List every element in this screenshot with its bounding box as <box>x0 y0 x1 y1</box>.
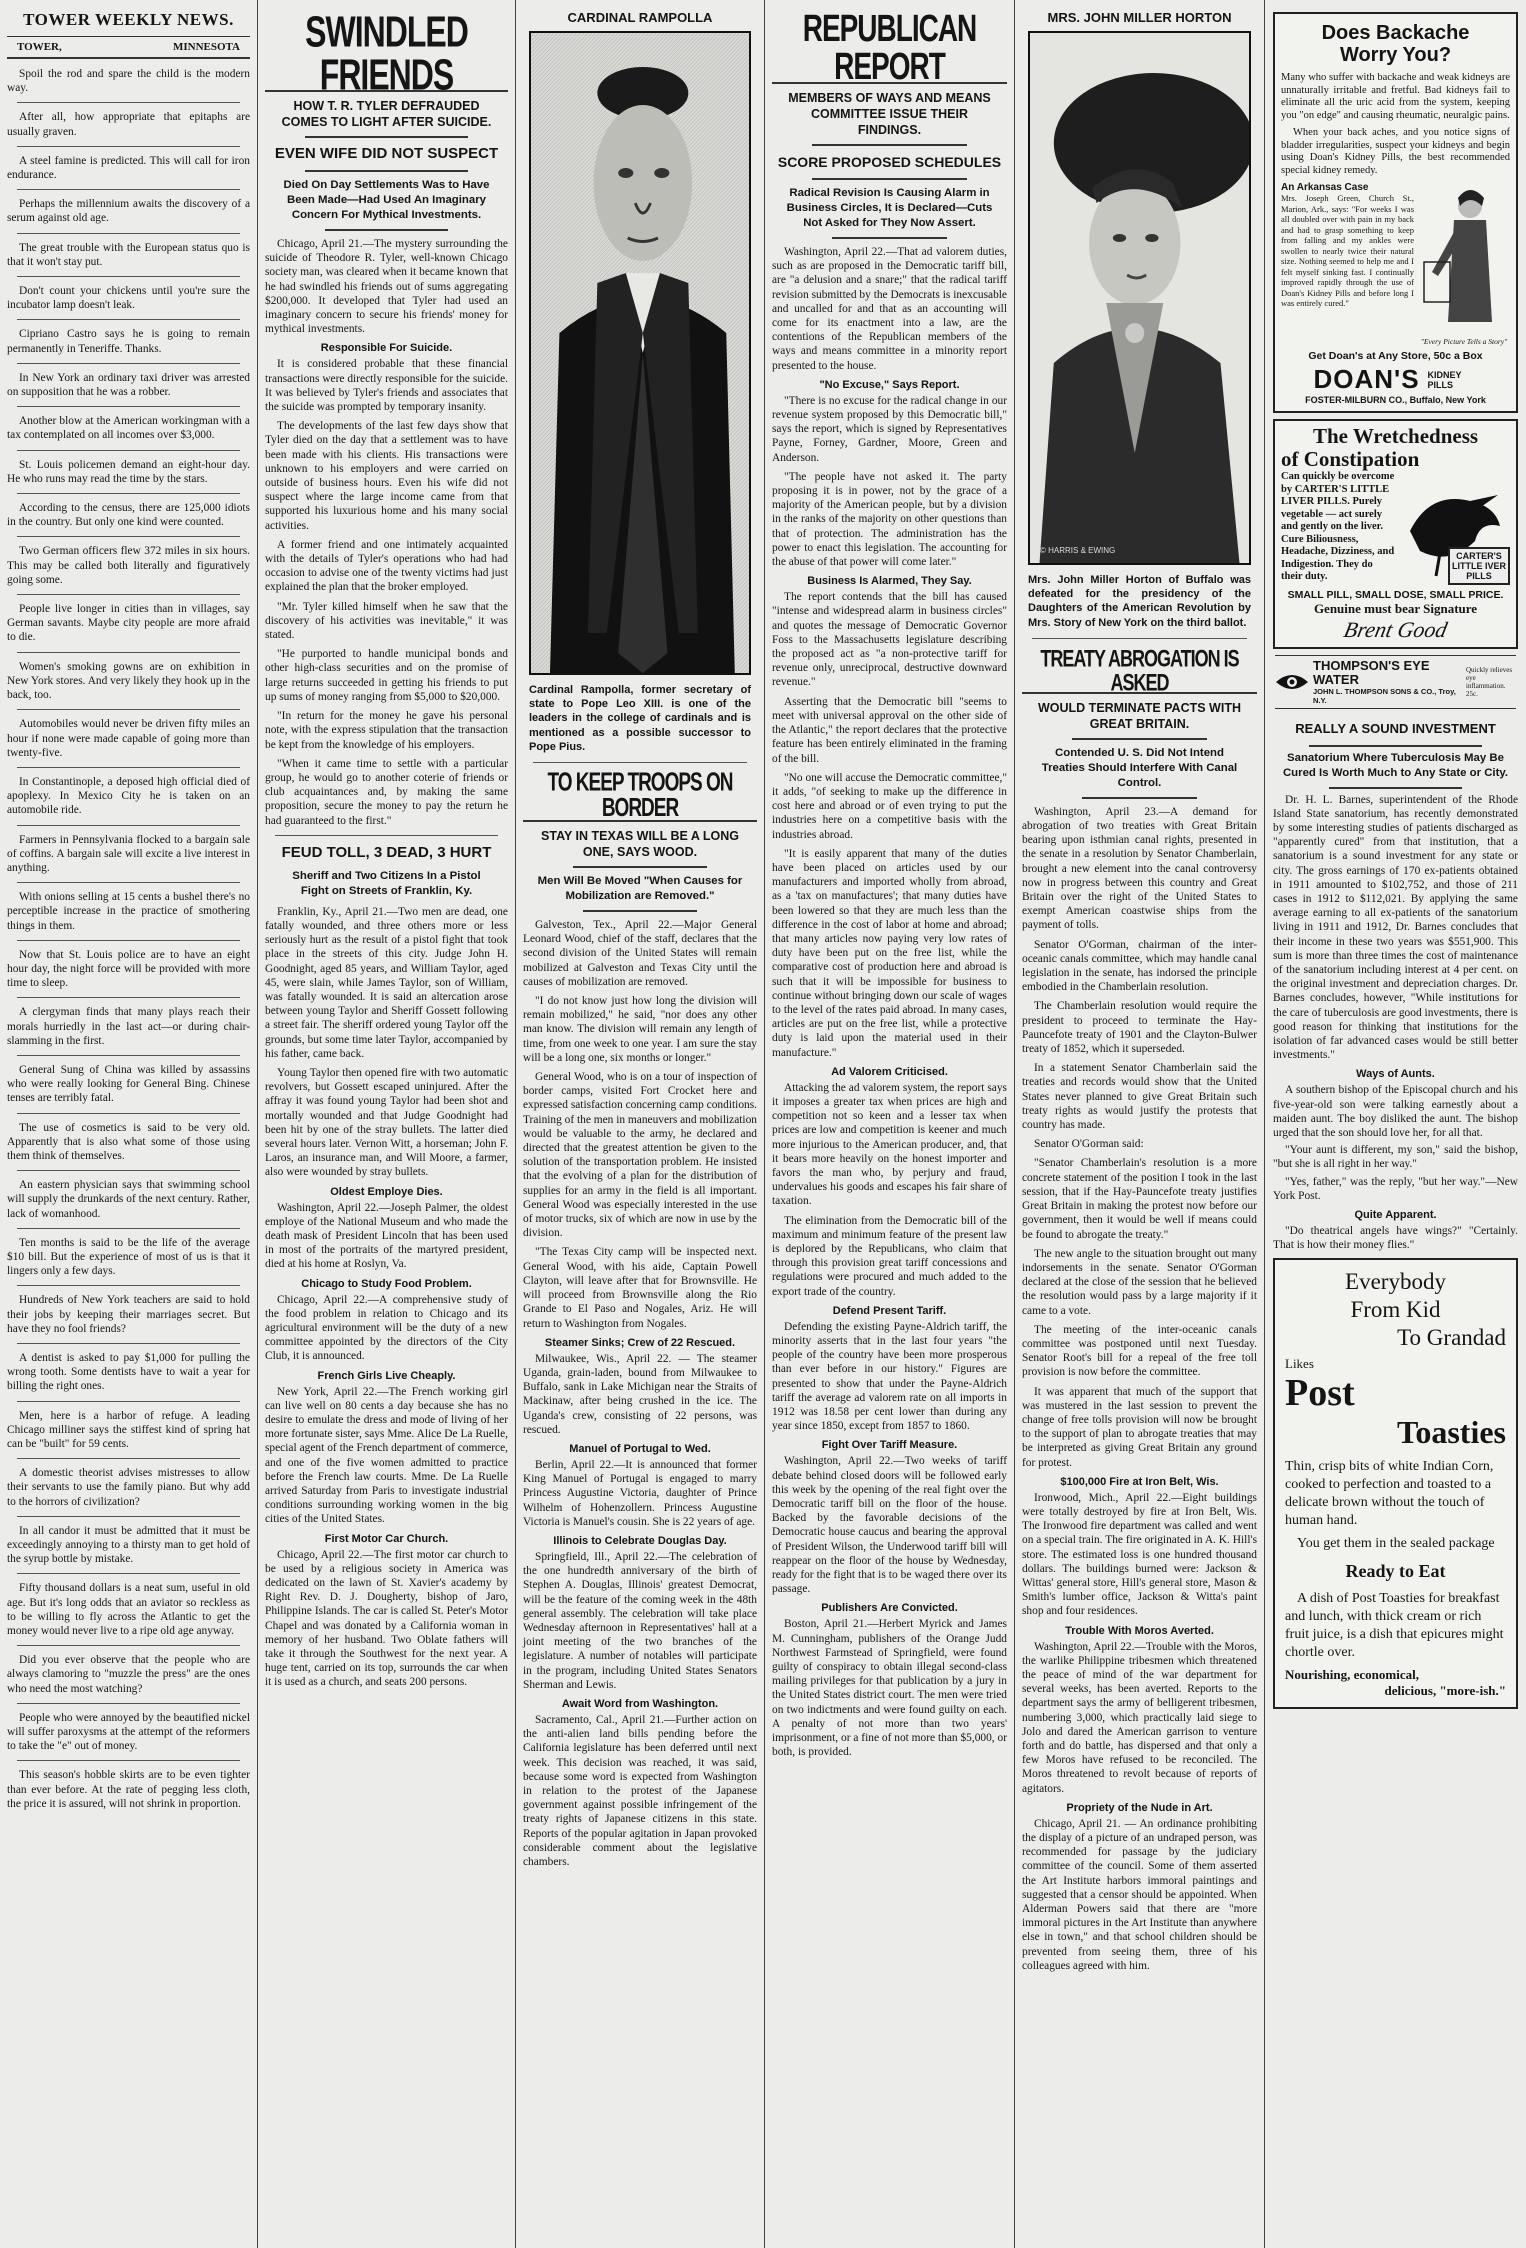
divider <box>17 1703 240 1704</box>
subhead: Responsible For Suicide. <box>320 342 453 355</box>
paragraph: It was apparent that much of the support that was mustered in the last session to prevent the change of free tolls provision will now be brought to the support of plan to abrogate treaties that may be interpreted as giving Great Britain any ground for protest. <box>1022 1385 1257 1469</box>
subhead: Ad Valorem Criticised. <box>831 1065 948 1078</box>
divider <box>17 1401 240 1402</box>
divider <box>17 1055 240 1056</box>
headline-rule <box>583 910 697 912</box>
ad-carters-body-row <box>1281 471 1510 589</box>
paragraph: The use of cosmetics is said to be very old. Apparently that is also what some of those using them think of themselves. <box>7 1121 250 1162</box>
subhead: Manuel of Portugal to Wed. <box>569 1442 711 1455</box>
divider <box>17 450 240 451</box>
paragraph: The great trouble with the European status quo is that it won't stay put. <box>7 241 250 268</box>
paragraph: Milwaukee, Wis., April 22. — The steamer Uganda, grain-laden, bound from Milwaukee to Buffalo, sank in Lake Michigan near the Straits of Mackinaw, after being crushed in the ice. The Uganda's crew, consisting of 22 persons, was rescued. <box>523 1352 757 1436</box>
headline-sound-investment: REALLY A SOUND INVESTMENT <box>1295 720 1496 736</box>
divider <box>17 882 240 883</box>
divider <box>17 189 240 190</box>
paragraph: Washington, April 23.—A demand for abrogation of two treaties with Great Britain bearing upon isthmian canal rights, presented in the senate in a resolution by Senator Chamberlain, brought a new element into the canal controversy now in progress between this country and Great Britain over the right of the United States to exempt American coastwise ships from the payment of tolls. <box>1022 805 1257 932</box>
paragraph: General Sung of China was killed by assassins who were really looking for General Bing. Chinese tenses are terribly fatal. <box>7 1063 250 1105</box>
ad-ready: Ready to Eat <box>1345 1561 1446 1582</box>
ad-carters-picture <box>1400 471 1510 589</box>
ad-signature: Brent Good <box>1341 616 1450 642</box>
deck: Contended U. S. Did Not Intend Treaties Should Interfere With Canal Control. <box>1041 746 1238 789</box>
deck: Men Will Be Moved "When Causes for Mobilization are Removed." <box>537 875 743 903</box>
article-body <box>772 1081 1007 1299</box>
headline-republican-report: REPUBLICAN REPORT <box>802 7 977 87</box>
paragraph: Thin, crisp bits of white Indian Corn, cooked to perfection and toasted to a delicate brown without the touch of human hand. <box>1285 1459 1494 1529</box>
ad-case-text <box>1281 182 1414 346</box>
divider <box>17 1760 240 1761</box>
divider <box>17 1343 240 1344</box>
paragraph: Defending the existing Payne-Aldrich tariff, the minority asserts that in the last four years "the people of the country have been more prosperous than ever before in our history." Figures are presented to show that under the Payne-Aldrich tariff the average ad valorem rate on all imports in 1912 was 18.58 per cent lower than during any year since 1850, except from 1857 to 1860. <box>772 1320 1007 1433</box>
column-2 <box>258 0 515 2248</box>
divider <box>1032 638 1247 639</box>
subhead: Quite Apparent. <box>1354 1208 1437 1221</box>
divider <box>17 1573 240 1574</box>
portrait-cardinal-rampolla <box>529 31 751 675</box>
paragraph: The Chamberlain resolution would require the president to proceed to terminate the Hay-Pauncefote treaty of 1901 and the Clayton-Bulwer treaty of 1852, which it superseded. <box>1022 1000 1257 1056</box>
subhead: First Motor Car Church. <box>324 1532 449 1545</box>
paragraph: Chicago, April 21. — An ordinance prohibiting the display of a picture of an undraped person, was recommended for passage by the judiciary committee of the council. Some of them asserted the Art Institute harbors immoral paintings and suggested that a censor should be appointed. When Alderman Powers said that there are "more immoral pictures in the Art Institute than anywhere else in town," and that school children should be prevented from seeing them, three of his colleagues agreed with him. <box>1022 1817 1257 1972</box>
paragraph: "The people have not asked it. The party proposing it is in power, not by the grace of a majority of the American people, but by a division in the ranks of the majority on other questions than that of protection. The administration has the power to enact this legislation. The accounting for the abuse of that power will come later." <box>772 470 1007 569</box>
paragraph: Ironwood, Mich., April 22.—Eight buildings were totally destroyed by fire at Iron Belt, Wis. The Ironwood fire department was called and went on a special train. The fire originated in A. K. Hill's store. The estimated loss is one hundred thousand dollars. The buildings burned were: Jackson & Wittas' general store, Hill's general store, Mason & Smith's lumber office, Jackson & Witta's paint shop and four residences. <box>1022 1491 1257 1618</box>
divider <box>17 102 240 103</box>
ad-line: To Grandad <box>1397 1325 1506 1351</box>
article-body <box>265 905 508 1180</box>
subhead: Chicago to Study Food Problem. <box>301 1277 472 1290</box>
ad-offer: Get Doan's at Any Store, 50c a Box <box>1308 350 1483 362</box>
ad-likes: Likes <box>1285 1356 1314 1372</box>
paragraph: Ten months is said to be the life of the average $10 bill. But the experience of most of us is that it lingers only a few days. <box>7 1236 250 1278</box>
paragraph: It is considered probable that these financial transactions were directly responsible for the suicide. It was believed by Tyler's friends and associates that the suicide was prompted by temporary insanity. <box>265 358 508 414</box>
divider <box>17 767 240 768</box>
article-body <box>523 918 757 1331</box>
paragraph: A dish of Post Toasties for breakfast and lunch, with thick cream or rich fruit juice, is a dish that epicures might chortle over. <box>1285 1591 1504 1661</box>
divider <box>17 363 240 364</box>
paragraph: In New York an ordinary taxi driver was arrested on supposition that he was a robber. <box>7 371 250 399</box>
ad-thompsons-text <box>1313 659 1462 705</box>
ad-title: The Wretchedness <box>1312 424 1479 448</box>
divider <box>17 1516 240 1517</box>
paragraph: In Constantinople, a deposed high official died of apoplexy. In Mexico City he is taken on an automobile ride. <box>7 775 250 817</box>
paragraph: Hundreds of New York teachers are said to hold their jobs by keeping their marriages secret. But have they no fool friends? <box>7 1294 250 1335</box>
paragraph: New York, April 22.—The French working girl can live well on 80 cents a day because she has no desire to emulate the dress and mode of living of her more fortunate sister, says Mme. Alice De La Ruelle, special agent of the French department of commerce, and one of the five women admitted to practice before the French law courts. Mme. De La Ruelle arrived Saturday from Paris to investigate industrial conditions surrounding working women in the big cities of the United States. <box>265 1385 508 1526</box>
paragraph: Cipriano Castro says he is going to remain permanently in Teneriffe. Thanks. <box>7 328 250 355</box>
paragraph: "Your aunt is different, my son," said the bishop, "but she is all right in her way." <box>1273 1144 1518 1171</box>
ad-brand: THOMPSON'S EYE WATER <box>1313 657 1430 687</box>
paragraph: Springfield, Ill., April 22.—The celebration of the one hundredth anniversary of the birth of Stephen A. Douglas, Illinois' greatest Democrat, will be the feature of the coming week in the 48th general assembly. The celebration will take place Wednesday afternoon in Representatives' hall at a joint meeting of the two branches of the legislature. A number of notables will participate in the program, including United States Senators Sherman and Lewis. <box>523 1550 757 1691</box>
paragraph: Farmers in Pennsylvania flocked to a bargain sale of coffins. A bargain sale will excite a live interest in anything. <box>7 833 250 874</box>
column-3 <box>516 0 764 2248</box>
divider <box>17 709 240 710</box>
ad-brand-side: KIDNEY PILLS <box>1427 369 1462 390</box>
paragraph: St. Louis policemen demand an eight-hour day. He who runs may read the time by the stars. <box>7 458 250 485</box>
paragraph: Another blow at the American workingman with a tax contemplated on all incomes over $3,000. <box>7 415 250 442</box>
paragraph: The report contends that the bill has caused "intense and widespread alarm in business circles" and quotes the message of Democratic Governor Foss to the Massachusetts legislature describing the proposed act as "a non-protective tariff for revenue only, unreciprocal, destructive downward revenue." <box>772 591 1007 689</box>
masthead: TOWER WEEKLY NEWS. <box>23 10 234 29</box>
ad-title: of Constipation <box>1281 447 1420 471</box>
article-body <box>265 237 508 336</box>
divider <box>17 1113 240 1114</box>
paragraph: After all, how appropriate that epitaphs are usually graven. <box>7 111 250 138</box>
ad-case-title: An Arkansas Case <box>1281 182 1369 193</box>
ad-line: Everybody <box>1345 1269 1446 1295</box>
paragraph: Senator O'Gorman, chairman of the inter-oceanic canals committee, which may handle canal legislation in the senate, has indorsed the principle embodied in the Chamberlain resolution. <box>1022 938 1257 994</box>
paragraph: Boston, April 21.—Herbert Myrick and James M. Cunningham, publishers of the Orange Judd Northwest Farmstead of Springfield, were found guilty of conspiracy to obtain illegal second-class mailing privileges for that publication by a jury in the United States district court. The men were tried on two indictments and were found guilty on each. A penalty of not more than two years' imprisonment, or a fine of not more than $5,000, or both, is provided. <box>772 1618 1007 1759</box>
paragraph: Chicago, April 21.—The mystery surrounding the suicide of Theodore R. Tyler, well-known Chicago society man, was cleared when it became known that he had swindled his friends out of sums aggregating $200,000. It developed that Tyler had used an imaginary concern to secure his friends' money for mythical investments. <box>265 238 508 336</box>
headline-rule <box>812 178 967 180</box>
divider <box>17 1228 240 1229</box>
paragraph: Spoil the rod and spare the child is the modern way. <box>7 68 250 95</box>
subhead: "No Excuse," Says Report. <box>819 378 960 391</box>
headline-feud: FEUD TOLL, 3 DEAD, 3 HURT <box>281 843 492 861</box>
paragraph: "The Texas City camp will be inspected next. General Wood, with his aide, Captain Powell Clayton, will leave after that for Brownsville. He will proceed from Brownsville along the Rio Grande to El Paso and Nogales, Ariz. He will return to Washington from Nogales. <box>523 1246 757 1330</box>
headline-rule <box>325 229 448 231</box>
paragraph: A southern bishop of the Episcopal church and his five-year-old son were talking earnestly about a maiden aunt. The boy disliked the aunt. The bishop urged that the son should love her, for all that. <box>1273 1084 1518 1139</box>
headline-rule <box>832 237 947 239</box>
paragraph: Can quickly be overcome by CARTER'S LITTLE LIVER PILLS. Purely vegetable — act surely and gently on the liver. Cure Biliousness, Headache, Dizziness, and Indigestion. They do their duty. <box>1281 471 1395 582</box>
paragraph: Perhaps the millennium awaits the discovery of a serum against old age. <box>7 198 250 225</box>
paragraph: Galveston, Tex., April 22.—Major General Leonard Wood, chief of the staff, declares that the second division of the United States will remain mobilized at Galveston and Texas City until the causes of mobilization are removed. <box>523 919 757 988</box>
paragraph: Washington, April 22.—That ad valorem duties, such as are proposed in the Democratic tariff bill, are "a delusion and a snare;" that the radical tariff revision submitted by the Democrats is inexcusable and uncalled for and that as an accounting will come for its enactment into a law, are the contentions of the Republican members of the ways and means committee in a minority report presented to the house. <box>772 246 1007 372</box>
paragraph: The elimination from the Democratic bill of the maximum and minimum feature of the present law is deplored by the Republicans, who claim that through this provision great tariff concessions and regulations were procured and much added to the export trade of the country. <box>772 1214 1007 1298</box>
paragraph: Attacking the ad valorem system, the report says it imposes a greater tax when prices are high and competition not so keen and a lesser tax when prices are low and competition is keener and much more injurious to the American producer, and, that it bears more heavily on the honest importer and favors the man who, by perjury and fraud, undervalues his goods and escapes his fair share of taxation. <box>772 1081 1007 1208</box>
ad-genuine: Genuine must bear Signature <box>1313 600 1478 616</box>
ad-maker: FOSTER-MILBURN CO., Buffalo, New York <box>1305 395 1486 405</box>
portrait-title: CARDINAL RAMPOLLA <box>567 10 713 25</box>
paragraph: An eastern physician says that swimming school will supply the drunkards of the next century. Rather, lack of womanhood. <box>7 1179 250 1220</box>
divider <box>17 1285 240 1286</box>
paragraph: Chicago, April 22.—A comprehensive study of the food problem in relation to Chicago and its agricultural environment will be the duty of a new committee appointed by the directors of the City Club, it is announced. <box>265 1293 508 1363</box>
paragraph: Sacramento, Cal., April 21.—Further action on the anti-alien land bills pending before the California legislature has been deferred until next week. This decision was reached, it was said, because some word is expected from Washington in relation to the protest of the Japanese government against possible infringement of the treaty rights of Japanese citizens in this state. Reports of the popular agitation in Japan provoked considerable comment about the legislative chambers. <box>523 1713 757 1868</box>
divider <box>17 493 240 494</box>
paragraph: "Yes, father," was the reply, "but her way."—New York Post. <box>1273 1175 1518 1202</box>
paragraph: Mrs. Joseph Green, Church St., Marion, Ark., says: "For weeks I was all doubled over with pain in my back and had to grasp something to keep from falling and my ankles were swollen to nearly twice their natural size. Nothing seemed to help me and I felt myself sinking fast. I continually improved rapidly through the use of Doan's Kidney Pills and before long I was entirely cured." <box>1281 193 1414 308</box>
paragraph: Men, here is a harbor of refuge. A leading Chicago milliner says the stiffest kind of spring hat can be "built" for 59 cents. <box>7 1409 250 1451</box>
headline-rule <box>1329 787 1462 789</box>
deck: Sheriff and Two Citizens In a Pistol Fight on Streets of Franklin, Ky. <box>292 869 481 897</box>
ad-maker: JOHN L. THOMPSON SONS & CO., Troy, N.Y. <box>1313 686 1456 705</box>
deck: MEMBERS OF WAYS AND MEANS COMMITTEE ISSUE THEIR FINDINGS. <box>788 91 991 137</box>
paragraph: People live longer in cities than in villages, say German savants. Maybe city people are more afraid to die. <box>7 603 250 644</box>
paragraph: With onions selling at 15 cents a bushel there's no perceptible increase in the practice of smothering things in them. <box>7 891 250 932</box>
eye-icon <box>1275 672 1309 692</box>
paragraph: "Mr. Tyler killed himself when he saw that the discovery of his activities was inevitable," it was stated. <box>265 600 508 642</box>
paragraph: Don't count your chickens until you're sure the incubator lamp doesn't leak. <box>7 285 250 312</box>
column-6 <box>1265 0 1526 2248</box>
divider <box>17 319 240 320</box>
divider <box>275 835 498 836</box>
caption: Cardinal Rampolla, former secretary of state to Pope Leo XIII. is one of the leaders in the college of cardinals and is mentioned as a possible successor to Pope Pius. <box>529 684 751 753</box>
paragraph: A clergyman finds that many plays reach their morals hurriedly in the last act—or during chair-slamming in the first. <box>7 1006 250 1047</box>
deck: EVEN WIFE DID NOT SUSPECT <box>274 145 499 162</box>
ad-footer: Nourishing, economical, <box>1285 1667 1419 1683</box>
paragraph: According to the census, there are 125,000 idiots in the country. But only one kind were counted. <box>7 502 250 529</box>
paragraph: "No one will accuse the Democratic committee," it adds, "of seeking to make up the difference in cost here and abroad or of even trying to put the industries here on a competitive basis with the industries abroad. <box>772 771 1007 841</box>
portrait-illustration <box>531 33 749 673</box>
article-body <box>1022 805 1257 1470</box>
subhead: Business Is Alarmed, They Say. <box>807 575 972 588</box>
paragraph: Automobiles would never be driven fifty miles an hour if none were made capable of going more than twenty-five. <box>7 718 250 759</box>
caption: Mrs. John Miller Horton of Buffalo was defeated for the presidency of the Daughters of the American Revolution by Mrs. Story of New York on the third ballot. <box>1028 574 1251 629</box>
subhead: Oldest Employe Dies. <box>330 1185 443 1198</box>
ad-tagline: SMALL PILL, SMALL DOSE, SMALL PRICE. <box>1287 588 1504 601</box>
paragraph: Asserting that the Democratic bill "seems to meet with universal approval on the other side of the Atlantic," the report declares that the protective feature has been entirely eliminated in the framing of the bill. <box>772 695 1007 765</box>
paragraph-list <box>7 67 250 1811</box>
deck: Radical Revision Is Causing Alarm in Business Circles, It is Declared—Cuts Not Asked for They Now Assert. <box>786 187 993 229</box>
paragraph: Washington, April 22.—Trouble with the Moros, the warlike Philippine tribesmen which threatened the peace of mind of the war department for several weeks, has been averted. Reports to the department says the army of belligerent tribesmen, numbering 3,000, which practically laid siege to Jolo and dared the American garrison to venture forth and do battle, has dispersed and that only a few Moros have refused to be reconciled. The Moros threatened to revolt because of reports of agitators. <box>1022 1640 1257 1795</box>
masthead-state: MINNESOTA <box>172 41 240 53</box>
paragraph: "He purported to handle municipal bonds and other high-class securities and on the promise of large returns succeeded in getting his friends to put up sums of money ranging from $5,000 to $20,000. <box>265 648 508 703</box>
divider <box>17 825 240 826</box>
paragraph: General Wood, who is on a tour of inspection of border camps, visited Fort Crocket here and expressed satisfaction concerning camp conditions. Training of the men in maneuvers and mobilization would be valuable to the army, he declared and directed that the greatest attention be given to the solution of the transportation problem. He insisted that the evolving of a plan for the distribution of supplies for an army in the field is all important. General Wood was especially interested in the use of motor trucks, six of which are now in use by the division. <box>523 1071 757 1240</box>
paragraph: Two German officers flew 372 miles in six hours. This may be called both literally and figuratively going some. <box>7 545 250 586</box>
paragraph: Berlin, April 22.—It is announced that former King Manuel of Portugal is engaged to marry Princess Augustine Victoria, daughter of Prince Wilhelm of Hohenzollern. Princess Augustine Victoria is Manuel's cousin. She is 22 years of age. <box>523 1458 757 1528</box>
divider <box>17 406 240 407</box>
article-body <box>772 590 1007 1060</box>
paragraph: Many who suffer with backache and weak kidneys are unnaturally irritable and fretful. Bad kidneys fail to eliminate all the uric acid from the system, keeping you "on edge" and causing rheumatic, neuralgic pains. <box>1281 72 1510 121</box>
paragraph: The new angle to the situation brought out many indorsements in the senate. Senator O'Gorman declared at the close of the session that he believed the resolution would pass by a large majority if it came to a vote. <box>1022 1247 1257 1317</box>
paragraph: "It is easily apparent that many of the duties have been placed on articles used by our manufacturers and imported wholly from abroad, as a 'tax on manufactures'; that many duties have been lowered so that they are much less than the difference in the cost of labor at home and abroad; that many articles now paying very low rates of duty have been put on the free list, while the comparative cost of production here and abroad is such that it will be impossible for business to continue without bringing down our scale of wages to the level of the rates paid abroad. In many cases, articles are put on the free list, while a protective duty is laid upon the material used in their manufacture." <box>772 847 1007 1059</box>
ad-thompsons <box>1275 655 1516 709</box>
divider <box>17 233 240 234</box>
masthead-rule <box>7 57 250 59</box>
divider <box>17 146 240 147</box>
headline-rule <box>305 136 468 138</box>
divider <box>17 594 240 595</box>
photo-credit: © HARRIS & EWING <box>1040 546 1116 555</box>
portrait-mrs-horton <box>1028 31 1251 565</box>
paragraph: Women's smoking gowns are on exhibition in New York stores. And very likely they hook up in the back, too. <box>7 660 250 702</box>
ad-case-picture <box>1418 182 1510 346</box>
paragraph: When your back aches, and you notice signs of bladder irregularities, suspect your kidneys and begin using Doan's Kidney Pills, the best recommended special kidney remedy. <box>1281 127 1510 176</box>
headline-rule <box>1082 797 1197 799</box>
ad-toasties: Toasties <box>1396 1414 1506 1451</box>
ad-brand: DOAN'S <box>1313 364 1420 394</box>
paragraph: "I do not know just how long the division will remain mobilized," he said, "nor does any other man know. The division will remain any length of time, from one week to one year. I am sure the stay will be a long one, six months or longer." <box>523 995 757 1064</box>
paragraph: Chicago, April 22.—The first motor car church to be used by a religious society in America was dedicated on the lawn of St. Xavier's academy by Right Rev. D. J. Dougherty, bishop of Jaro, Philippine Islands. The car is called St. Peter's Motor Chapel and was donated by a California woman in memory of her husband. Two Oblate fathers will take it through the Southwest for the next year. A huge tent, carried on its top, surrounds the car when it is used as a church, and seats 200 persons. <box>265 1548 508 1689</box>
headline-rule <box>573 866 707 868</box>
ad-picture-caption: "Every Picture Tells a Story" <box>1420 337 1508 346</box>
deck: WOULD TERMINATE PACTS WITH GREAT BRITAIN. <box>1038 700 1241 731</box>
subhead: Trouble With Moros Averted. <box>1065 1624 1214 1637</box>
divider <box>17 1458 240 1459</box>
subhead: Ways of Aunts. <box>1356 1068 1435 1081</box>
subhead: $100,000 Fire at Iron Belt, Wis. <box>1060 1475 1219 1488</box>
portrait-illustration <box>1030 33 1249 563</box>
paragraph: Dr. H. L. Barnes, superintendent of the Rhode Island State sanatorium, has recently demonstrated by some interesting studies of patients discharged as "apparently cured" from that institution, that a sanatorium is a sound investment for any state or city. The gross earnings of 170 ex-patients obtained in 1911 amounted to $102,752, and those of 211 cases in 1912 to $112,021. By applying the same average earning to all ex-patients of the sanatorium living in 1911 and 1912, Dr. Barnes concludes that their income in these two years was $551,900. This sum is more than three times the cost of maintenance of the sanatorium including interest at 4 per cent. on the original investment and depreciation charges. Dr. Barnes concludes, however, "While institutions for the care of tuberculosis are good investments, there is good reason for thinking that institutions for the isolation of far advanced cases would be still better investments." <box>1273 793 1518 1062</box>
article-body <box>772 394 1007 569</box>
ad-line: From Kid <box>1350 1297 1441 1323</box>
article-body <box>265 357 508 827</box>
ad-post-toasties <box>1273 1258 1518 1709</box>
paragraph: "In return for the money he gave his personal note, with the express stipulation that the transaction be kept from the knowledge of his employers. <box>265 710 508 751</box>
subhead: Propriety of the Nude in Art. <box>1066 1801 1213 1814</box>
paragraph: Washington, April 22.—Two weeks of tariff debate behind closed doors will be followed early this week by the opening of the real fight over the Democratic tariff bill on the floor of the house. Backed by the favorable decisions of the Democratic house caucus and bearing the approval of President Wilson, the Underwood tariff bill will reappear on the floor of the house by Wednesday, ready for the fight that is to be waged there over its passage. <box>772 1455 1007 1596</box>
paragraph: "Do theatrical angels have wings?" "Certainly. That is how their money flies." <box>1273 1224 1518 1252</box>
paragraph: A dentist is asked to pay $1,000 for pulling the wrong tooth. Some dentists have to wait a year for billing the right ones. <box>7 1352 250 1393</box>
headline-troops-border: TO KEEP TROOPS ON BORDER <box>547 768 733 823</box>
paragraph: The meeting of the inter-oceanic canals committee was postponed until next Tuesday. Senator Root's bill for a repeal of the free toll provision is now before the committee. <box>1022 1323 1257 1379</box>
paragraph: In a statement Senator Chamberlain said the treaties and records would show that the United States never planned to give Great Britain such treaty rights as would justify the protests that country has made. <box>1022 1062 1257 1132</box>
subhead: Await Word from Washington. <box>561 1697 719 1710</box>
paragraph: A domestic theorist advises mistresses to allow their servants to use the family piano. But why add to the horrors of civilization? <box>7 1467 250 1508</box>
paragraph: You get them in the sealed package <box>1297 1536 1495 1552</box>
paragraph: In all candor it must be admitted that it must be exceedingly annoying to a thirsty man to get hold of the syrup bottle by mistake. <box>7 1524 250 1566</box>
portrait-title: MRS. JOHN MILLER HORTON <box>1047 10 1232 25</box>
paragraph: "There is no excuse for the radical change in our revenue system proposed by this Democratic bill," says the report, which is signed by Representatives Payne, Forney, Gardner, Moore, Green and Anderson. <box>772 394 1007 464</box>
headline-treaty-abrogation: TREATY ABROGATION IS ASKED <box>1040 644 1239 696</box>
paragraph: Franklin, Ky., April 21.—Two men are dead, one fatally wounded, and three others more or less seriously hurt as the result of a pistol fight that took place in the streets of this city. Judge John H. Goodnight, aged 85 years, and William Taylor, aged 45, were slain, while James Taylor, son of William, was fatally wounded. It is said an altercation arose between young Taylor and Sheriff Gossett following a street fair. The sheriff ordered young Taylor off the grounds, but some time later Taylor, accompanied by his father, came back. <box>265 905 508 1060</box>
deck: Sanatorium Where Tuberculosis May Be Cured Is Worth Much to Any State or City. <box>1282 751 1509 779</box>
masthead-rule <box>7 36 250 37</box>
ad-footer: delicious, "more-ish." <box>1384 1683 1506 1699</box>
ad-carters <box>1273 419 1518 649</box>
paragraph: Now that St. Louis police are to have an eight hour day, the night force will be provided with more time to sleep. <box>7 948 250 990</box>
paragraph: "When it came time to settle with a particular group, he would go to another coterie of friends or club acquaintances and, by making the same proposition, secure the money to pay the return he had guaranteed to the first." <box>265 757 508 827</box>
deck: STAY IN TEXAS WILL BE A LONG ONE, SAYS WOOD. <box>541 829 739 860</box>
subhead: Fight Over Tariff Measure. <box>821 1439 958 1452</box>
divider <box>17 1645 240 1646</box>
subhead: Defend Present Tariff. <box>832 1304 947 1317</box>
subhead: Publishers Are Convicted. <box>821 1602 958 1615</box>
divider <box>17 940 240 941</box>
headline-rule <box>1309 745 1482 747</box>
paragraph: A steel famine is predicted. This will call for iron endurance. <box>7 154 250 182</box>
paragraph: Washington, April 22.—Joseph Palmer, the oldest employe of the National Museum and who made the death mask of President Lincoln that has been used in most of the portraits of the martyred president, died at his home at Roslyn, Va. <box>265 1201 508 1271</box>
column-1 <box>0 0 257 2248</box>
ad-title: Does Backache Worry You? <box>1321 22 1470 66</box>
paragraph: Senator O'Gorman said: <box>1034 1138 1144 1151</box>
divider <box>17 997 240 998</box>
subhead: Steamer Sinks; Crew of 22 Rescued. <box>544 1336 736 1349</box>
paragraph: Young Taylor then opened fire with two automatic revolvers, but Gossett escaped uninjured. After the affray it was found young Taylor had been shot and mortally wounded and that Judge Goodnight had been hit by one of the stray bullets. The latter died several hours later. Vernon Witt, a horseman; John F. Laros, an insurance man, and Will Moore, a farmer, also were wounded by stray bullets. <box>265 1066 508 1179</box>
paragraph: Did you ever observe that the people who are always clamoring to "muzzle the press" are the ones who need the most watching? <box>7 1654 250 1695</box>
headline-rule <box>1072 738 1207 740</box>
paragraph: People who were annoyed by the beautified nickel will suffer paroxysms at the attempt of the reformers to take the "e" out of money. <box>7 1711 250 1753</box>
deck: HOW T. R. TYLER DEFRAUDED COMES TO LIGHT AFTER SUICIDE. <box>281 99 492 129</box>
woman-illustration <box>1418 182 1510 332</box>
divider <box>17 652 240 653</box>
divider <box>17 1170 240 1171</box>
deck: Died On Day Settlements Was to Have Been Made—Had Used An Imaginary Concern For Mythical Investments. <box>283 179 490 221</box>
article-body <box>772 245 1007 373</box>
masthead-town: TOWER, <box>17 41 62 53</box>
deck: SCORE PROPOSED SCHEDULES <box>777 154 1002 170</box>
divider <box>17 536 240 537</box>
divider <box>17 276 240 277</box>
ad-side: Quickly relieves eye inflammation. 25c. <box>1466 665 1513 698</box>
headline-rule <box>812 144 967 146</box>
dateline-row <box>17 41 240 53</box>
ad-brand-row <box>1281 364 1510 395</box>
paragraph: This season's hobble skirts are to be even tighter than ever before. At the rate of pegging less cloth, the price it is assured, will not shrink in proportion. <box>7 1769 250 1810</box>
headline-rule <box>305 170 468 172</box>
paragraph: Fifty thousand dollars is a neat sum, useful in old age. But it's long odds that an aviator so reckless as to be willing to fly across the Atlantic to get the money would never live to a ripe old age anyway. <box>7 1582 250 1638</box>
ad-carters-box: CARTER'S LITTLE IVER PILLS <box>1448 547 1510 585</box>
ad-post: Post <box>1285 1372 1355 1415</box>
paragraph: A former friend and one intimately acquainted with the details of Tyler's operations who had had occasion to advise one of the twenty victims had just explained the plan that the broker employed. <box>265 538 508 594</box>
headline-swindled-friends: SWINDLED FRIENDS <box>305 7 468 100</box>
paragraph: The developments of the last few days show that Tyler died on the day that a settlement was to have been made with his clients. His transactions were unknown to his employers and were carried on outside of business hours. Even his wife did not suspect where the large income came from that supported his luxurious home and his many social activities. <box>265 420 508 532</box>
subhead: French Girls Live Cheaply. <box>317 1369 456 1382</box>
ad-doans <box>1273 12 1518 413</box>
paragraph: "Senator Chamberlain's resolution is a more concrete statement of the position I took in the last session, that if the Hay-Pauncefote treaty justifies Great Britain in making the protest now before our government, then it would be well if means could be found to abrogate the treaty." <box>1022 1157 1257 1241</box>
subhead: Illinois to Celebrate Douglas Day. <box>553 1534 727 1547</box>
column-5 <box>1015 0 1264 2248</box>
ad-case-row <box>1281 182 1510 346</box>
divider <box>533 762 747 763</box>
column-4 <box>765 0 1014 2248</box>
